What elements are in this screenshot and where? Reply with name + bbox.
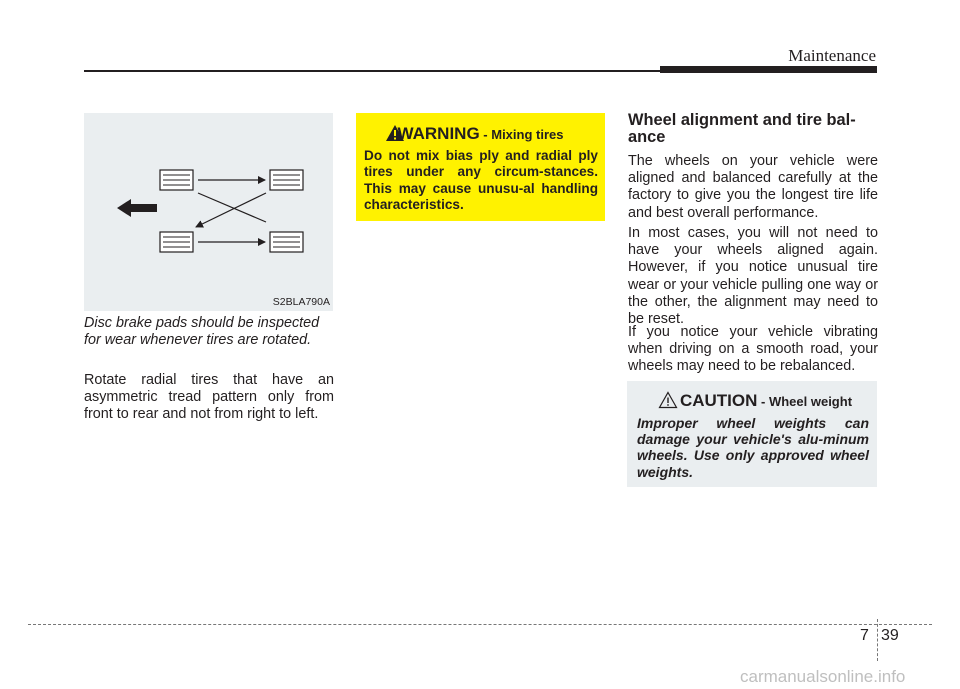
section-title: Wheel alignment and tire bal-ance — [628, 111, 856, 146]
caution-heading — [655, 391, 877, 411]
warning-heading — [356, 124, 605, 144]
section-paragraph-2: In most cases, you will not need to have your wheels aligned again. However, if you notice unusual tire wear or your vehicle pulling one way or the other, the alignment may need to be reset. — [628, 225, 878, 328]
figure-caption: Disc brake pads should be inspected for wear whenever tires are rotated. — [84, 315, 320, 348]
tire-front-left — [160, 170, 193, 190]
header-bar — [660, 66, 877, 73]
section-paragraph-3: If you notice your vehicle vibrating when driving on a smooth road, your wheels may need to be rebalanced. — [628, 324, 878, 375]
watermark[interactable]: carmanualsonline.info — [740, 667, 906, 686]
caution-box — [627, 381, 877, 487]
tire-rotation-diagram — [84, 113, 333, 311]
tire-rear-right — [270, 232, 303, 252]
section-paragraph-1: The wheels on your vehicle were aligned and balanced carefully at the factory to give you the longest tire life and best overall performance. — [628, 153, 878, 221]
footer-separator — [877, 619, 878, 661]
page-header-title: Maintenance — [788, 46, 876, 65]
caution-title: CAUTION — [679, 391, 758, 410]
tire-rotation-figure — [84, 113, 333, 311]
figure-code: S2BLA790A — [272, 296, 330, 308]
warning-title: WARNING — [397, 124, 480, 143]
front-direction-arrow — [117, 199, 157, 217]
tire-rear-left — [160, 232, 193, 252]
page-chapter: 7 — [860, 627, 869, 644]
caution-body: Improper wheel weights can damage your vehicle's alu-minum wheels. Use only approved wheel weights. — [637, 415, 869, 480]
rotation-arrow-cross-up — [196, 193, 266, 227]
page-number: 39 — [881, 627, 899, 644]
warning-body: Do not mix bias ply and radial ply tires under any circum-stances. This may cause unusu-al handling characteristics. — [364, 148, 598, 213]
left-body-paragraph: Rotate radial tires that have an asymmetric tread pattern only from front to rear and not from right to left. — [84, 372, 334, 423]
caution-subtitle: - Wheel weight — [757, 394, 853, 409]
header-rule — [84, 70, 660, 72]
tire-front-right — [270, 170, 303, 190]
footer-rule — [28, 624, 932, 625]
warning-box — [356, 113, 605, 221]
warning-subtitle: - Mixing tires — [479, 127, 564, 142]
